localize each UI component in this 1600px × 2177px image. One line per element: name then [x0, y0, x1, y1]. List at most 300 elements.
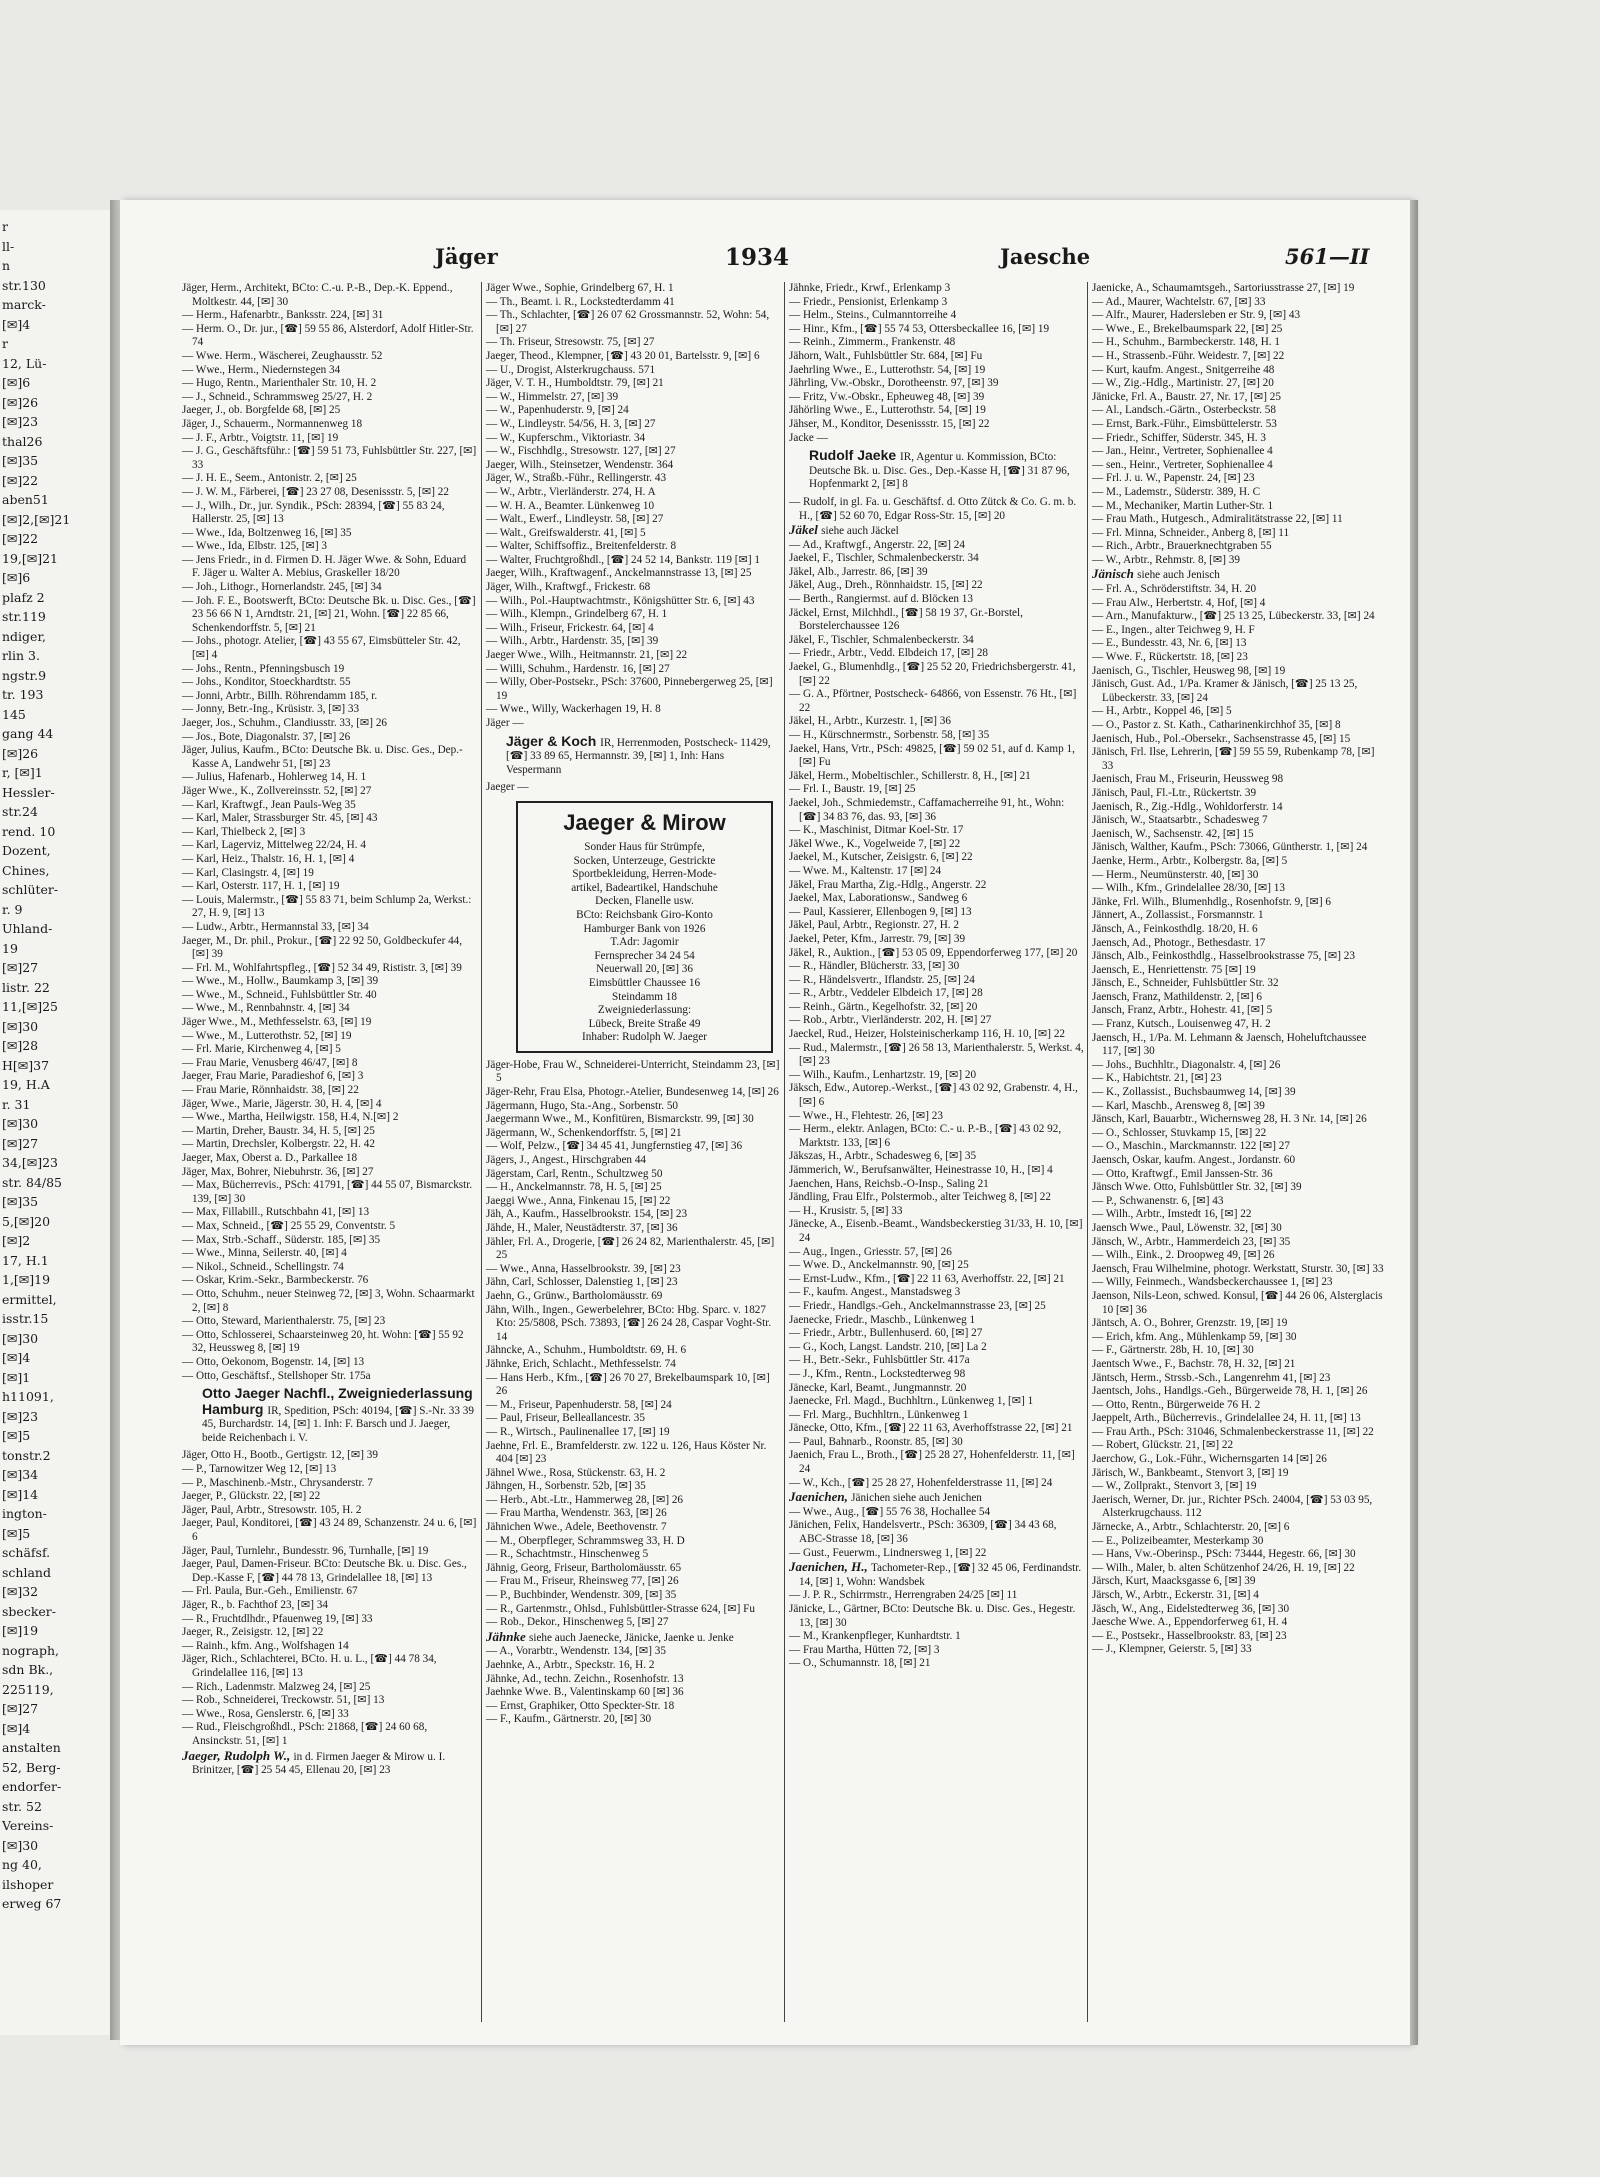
directory-entry: Jäkel, R., Auktion., [☎] 53 05 09, Eppendorferweg 177, [✉] 20	[789, 946, 1078, 959]
directory-entry: — Martin, Dreher, Baustr. 34, H. 5, [✉] 25	[182, 1124, 375, 1137]
directory-entry: Jäger, Herm., Architekt, BCto: C.-u. P.-B., Dep.-K. Eppend., Moltkestr. 44, [✉] 30	[182, 282, 453, 308]
directory-entry: — Erich, kfm. Ang., Mühlenkamp 59, [✉] 30	[1092, 1330, 1297, 1343]
left-page-text: [✉]27	[2, 960, 39, 975]
directory-entry: — Karl, Heiz., Thalstr. 16, H. 1, [✉] 4	[182, 852, 355, 865]
directory-entry: — Al., Landsch.-Gärtn., Osterbeckstr. 58	[1092, 404, 1276, 417]
directory-entry: — W., Papenhuderstr. 9, [✉] 24	[486, 404, 629, 417]
directory-entry: Jaekel, Peter, Kfm., Jarrestr. 79, [✉] 39	[789, 932, 966, 945]
directory-entry: — J. W. M., Färberei, [☎] 23 27 08, Desenissstr. 5, [✉] 22	[182, 485, 449, 498]
directory-entry: — Paul, Bahnarb., Roonstr. 85, [✉] 30	[789, 1435, 963, 1448]
advertisement-line: Lübeck, Breite Straße 49	[588, 1017, 701, 1030]
directory-entry: — Karl, Osterstr. 117, H. 1, [✉] 19	[182, 880, 340, 893]
directory-entry: — Joh. F. E., Bootswerft, BCto: Deutsche Bk. u. Disc. Ges., [☎] 23 56 66 N 1, Arndtstr. 21, [✉] 21, Wohn. [☎] 22 85 66, Schenkendorffstr. 5, [✉] 21	[182, 594, 476, 634]
directory-entry: — Paul, Kassierer, Ellenbogen 9, [✉] 13	[789, 905, 972, 918]
directory-entry: Jaeger, Wilh., Steinsetzer, Wendenstr. 364	[486, 458, 674, 471]
directory-entry: — G. A., Pförtner, Postscheck- 64866, von Essenstr. 76 Ht., [✉] 22	[789, 688, 1077, 714]
directory-entry: Jähnke, Erich, Schlacht., Methfesselstr. 74	[486, 1357, 676, 1370]
directory-entry: — E., Polizeibeamter, Mesterkamp 30	[1092, 1534, 1264, 1547]
advertisement-line: Neuerwall 20, [✉] 36	[596, 963, 693, 976]
entry-details: in d. Firmen Jaeger & Mirow u. I. Brinitzer, [☎] 25 54 45, Ellenau 20, [✉] 23	[192, 1750, 446, 1777]
directory-entry: — Frl. A., Schröderstiftstr. 34, H. 20	[1092, 583, 1257, 596]
directory-entry: — Wwe. M., Kaltenstr. 17 [✉] 24	[789, 864, 942, 877]
directory-entry: — H., Kürschnermstr., Sorbenstr. 58, [✉] 35	[789, 729, 990, 741]
directory-entry: — G., Koch, Langst. Landstr. 210, [✉] La 2	[789, 1340, 987, 1353]
directory-entry: — Hugo, Rentn., Marienthaler Str. 10, H. 2	[182, 377, 377, 390]
directory-entry: Jaeger, P., Glückstr. 22, [✉] 22	[182, 1490, 321, 1503]
entry-details: siehe auch Jäckel	[821, 525, 899, 538]
entry-name: Otto Jaeger Nachfl., Zweigniederlassung Hamburg	[202, 1385, 473, 1417]
entry-details: IR, Spedition, PSch: 40194, [☎] S.-Nr. 33 39 45, Burchardstr. 14, [✉] 1. Inh: F. Barsch und J. Jaeger, beide Reichenbach i. V.	[202, 1404, 474, 1444]
left-page-text: [✉]2,[✉]21	[2, 511, 71, 527]
left-page-text: [✉]27	[2, 1135, 39, 1151]
directory-entry: — Otto, Steward, Marienthalerstr. 75, [✉] 23	[182, 1315, 386, 1328]
left-page-text: schlüter-	[2, 882, 59, 897]
directory-entry: — W., Zollprakt., Stenvort 3, [✉] 19	[1092, 1480, 1257, 1493]
directory-entry: Jaeckel, Rud., Heizer, Holsteinischerkamp 116, H. 10, [✉] 22	[789, 1028, 1066, 1041]
directory-entry: Jaenecke, Friedr., Maschb., Lünkenweg 1	[789, 1313, 976, 1326]
directory-entry: Jäger, V. T. H., Humboldtstr. 79, [✉] 21	[486, 377, 664, 390]
directory-entry: Jänsch, W., Arbtr., Hammerdeich 23, [✉] 35	[1092, 1235, 1291, 1248]
left-page-text: 11,[✉]25	[2, 999, 59, 1014]
directory-entry: — Wwe., M., Hollw., Baumkamp 3, [✉] 39	[182, 975, 379, 988]
directory-entry: — J. F., Arbtr., Voigtstr. 11, [✉] 19	[182, 431, 339, 444]
directory-entry: Jaekel, G., Blumenhdlg., [☎] 25 52 20, Friedrichsbergerstr. 41, [✉] 22	[789, 661, 1076, 687]
directory-entry: — K., Zollassist., Buchsbaumweg 14, [✉] 39	[1092, 1086, 1296, 1099]
directory-entry: — Johs., Rentn., Pfenningsbusch 19	[182, 662, 345, 675]
directory-entry: — Herm. O., Dr. jur., [☎] 59 55 86, Alsterdorf, Adolf Hitler-Str. 74	[182, 322, 474, 349]
directory-entry: — Max, Bücherrevis., PSch: 41791, [☎] 44 55 07, Bismarckstr. 139, [✉] 30	[182, 1179, 473, 1205]
directory-entry: — J. G., Geschäftsführ.: [☎] 59 51 73, Fuhlsbüttler Str. 227, [✉] 33	[182, 445, 477, 471]
left-page-text: str.119	[2, 609, 46, 624]
directory-entry: — J., Wilh., Dr., jur. Syndik., PSch: 28394, [☎] 55 83 24, Hallerstr. 25, [✉] 13	[182, 499, 445, 526]
directory-entry: Jägerstam, Carl, Rentn., Schultzweg 50	[486, 1167, 663, 1180]
directory-entry: — Frau Marie, Rönnhaidstr. 38, [✉] 22	[182, 1084, 359, 1097]
directory-entry: — Max, Strb.-Schaff., Süderstr. 185, [✉] 35	[182, 1233, 381, 1246]
directory-entry: — Frl. Paula, Bur.-Geh., Emilienstr. 67	[182, 1585, 358, 1598]
directory-entry: — Frl. Minna, Schneider., Anberg 8, [✉] 11	[1092, 526, 1290, 539]
directory-entry: — O., Schumannstr. 18, [✉] 21	[789, 1657, 931, 1670]
directory-entry: Jaeger Wwe., Wilh., Heitmannstr. 21, [✉] 22	[486, 649, 688, 662]
left-page-text: isstr.15	[2, 1311, 49, 1326]
advertisement-line: artikel, Badeartikel, Handschuhe	[571, 881, 718, 894]
left-page-text: [✉]4	[2, 1720, 31, 1736]
left-page-text: rlin 3.	[2, 648, 40, 663]
directory-entry: Järnecke, A., Arbtr., Schlachterstr. 20, [✉] 6	[1092, 1521, 1290, 1534]
directory-entry: — Frl. M., Wohlfahrtspfleg., [☎] 52 34 49, Rististr. 3, [✉] 39	[182, 961, 462, 974]
entry-name: Jaenichen, H.,	[789, 1559, 871, 1575]
directory-entry: — Aug., Ingen., Griesstr. 57, [✉] 26	[789, 1245, 952, 1258]
left-page-text: n	[2, 258, 11, 273]
directory-entry: Jäckel, Ernst, Milchhdl., [☎] 58 19 37, Gr.-Borstel, Borstelerchaussee 126	[789, 606, 1023, 633]
directory-entry: Jaenisch, Hub., Pol.-Obersekr., Sachsenstrasse 45, [✉] 15	[1092, 732, 1351, 745]
entry-name: Jähnke	[486, 1628, 529, 1644]
directory-entry: — H., Anckelmannstr. 78, H. 5, [✉] 25	[486, 1181, 662, 1194]
directory-entry: Jaenke, Herm., Arbtr., Kolbergstr. 8a, [✉] 5	[1092, 854, 1288, 867]
left-page-text: ermittel,	[2, 1291, 57, 1307]
directory-entry-highlight	[182, 1749, 477, 1778]
directory-entry: — Willi, Schuhm., Hardenstr. 16, [✉] 27	[486, 662, 670, 675]
directory-entry: — Rud., Malermstr., [☎] 26 58 13, Marienthalerstr. 5, Werkst. 4, [✉] 23	[789, 1041, 1084, 1068]
directory-entry: Jäger, Paul, Arbtr., Stresowstr. 105, H. 2	[182, 1503, 362, 1516]
directory-entry: — Hans Herb., Kfm., [☎] 26 70 27, Brekelbaumspark 10, [✉] 26	[486, 1371, 770, 1398]
left-page-text: thal26	[2, 433, 43, 449]
page-number: 561—II	[1285, 244, 1370, 269]
directory-entry: — Otto, Schuhm., neuer Steinweg 72, [✉] 3, Wohn. Schaarmarkt 2, [✉] 8	[182, 1287, 475, 1314]
directory-entry: — Rob., Dekor., Hinschenweg 5, [✉] 27	[486, 1616, 669, 1629]
directory-entry: Jäger, Rich., Schlachterei, BCto. H. u. L., [☎] 44 78 34, Grindelallee 116, [✉] 13	[182, 1653, 437, 1679]
directory-entry: — Rud., Fleischgroßhdl., PSch: 21868, [☎] 24 60 68, Ansinckstr. 51, [✉] 1	[182, 1721, 428, 1747]
directory-entry: — U., Drogist, Alsterkrugchauss. 571	[486, 363, 656, 376]
directory-entry: — Johs., photogr. Atelier, [☎] 43 55 67, Eimsbütteler Str. 42, [✉] 4	[182, 635, 461, 662]
directory-entry: Jährling, Vw.-Obskr., Dorotheenstr. 97, [✉] 39	[789, 377, 999, 390]
directory-entry: — Wilh., Kaufm., Lenhartzstr. 19, [✉] 20	[789, 1068, 977, 1081]
directory-entry: Jaehnke Wwe. B., Valentinskamp 60 [✉] 36	[486, 1686, 684, 1699]
directory-entry: — Frl. Marg., Buchhltrn., Lünkenweg 1	[789, 1408, 969, 1421]
directory-entry: — Max, Fillabill., Rutschbahn 41, [✉] 13	[182, 1206, 370, 1219]
directory-entry: — Th. Friseur, Stresowstr. 75, [✉] 27	[486, 336, 655, 349]
directory-entry: Jäger —	[486, 717, 524, 729]
directory-entry: — Walt., Ewerf., Lindleystr. 58, [✉] 27	[486, 513, 664, 526]
directory-entry: Jähnel Wwe., Rosa, Stückenstr. 63, H. 2	[486, 1466, 666, 1479]
directory-entry: Jäger, W., Straßb.-Führ., Rellingerstr. 43	[486, 472, 667, 485]
directory-entry: — R., Fruchtdlhdr., Pfauenweg 19, [✉] 33	[182, 1612, 373, 1625]
directory-entry: — Oskar, Krim.-Sekr., Barmbeckerstr. 76	[182, 1274, 369, 1287]
left-page-text: [✉]2	[2, 1233, 31, 1248]
left-page-text: sdn Bk.,	[2, 1662, 54, 1677]
directory-entry: Jaeger, M., Dr. phil., Prokur., [☎] 22 92 50, Goldbeckufer 44, [✉] 39	[182, 934, 463, 961]
directory-entry: Jähler, Frl. A., Drogerie, [☎] 26 24 82, Marienthalerstr. 45, [✉] 25	[486, 1235, 775, 1262]
left-page-text: str.130	[2, 277, 46, 293]
directory-entry: Jäh, A., Kaufm., Hasselbrookstr. 154, [✉] 23	[486, 1208, 688, 1221]
directory-entry: — Joh., Lithogr., Hornerlandstr. 245, [✉] 34	[182, 581, 382, 594]
directory-entry: Jaenisch, W., Sachsenstr. 42, [✉] 15	[1092, 827, 1254, 840]
directory-entry: — M., Friseur, Papenhuderstr. 58, [✉] 24	[486, 1398, 672, 1411]
directory-entry: — Wwe., Rosa, Genslerstr. 6, [✉] 33	[182, 1707, 349, 1720]
left-page-text: 19	[2, 940, 18, 956]
directory-entry: Jänsch, Karl, Bauarbtr., Wichernsweg 28, H. 3 Nr. 14, [✉] 26	[1092, 1113, 1367, 1126]
left-page-text: r. 9	[2, 901, 23, 917]
left-page-text: [✉]22	[2, 472, 39, 488]
directory-entry: — Wwe., M., Schneid., Fuhlsbüttler Str. 40	[182, 988, 377, 1001]
directory-entry: — Karl, Maschb., Arensweg 8, [✉] 39	[1092, 1099, 1265, 1112]
left-page-text: Chines,	[2, 862, 50, 878]
directory-entry: Jaenich, Frau L., Broth., [☎] 25 28 27, Hohenfelderstr. 11, [✉] 24	[789, 1449, 1075, 1476]
directory-entry: — Friedr., Arbtr., Bullenhuserd. 60, [✉] 27	[789, 1327, 983, 1340]
directory-entry: — R., Wirtsch., Paulinenallee 17, [✉] 19	[486, 1425, 670, 1438]
directory-entry: Jänichen, Felix, Handelsvertr., PSch: 36309, [☎] 34 43 68, ABC-Strasse 18, [✉] 36	[789, 1519, 1057, 1546]
directory-entry: Jägermann, Hugo, Sta.-Ang., Sorbenstr. 50	[486, 1099, 679, 1112]
directory-entry: — Th., Schlachter, [☎] 26 07 62 Grossmannstr. 52, Wohn: 54, [✉] 27	[486, 309, 770, 335]
directory-entry: — Otto, Rentn., Bürgerweide 76 H. 2	[1092, 1398, 1261, 1411]
directory-entry: Jaeger, Theod., Klempner, [☎] 43 20 01, Bartelsstr. 9, [✉] 6	[486, 349, 760, 362]
left-page-text: [✉]19	[2, 1623, 39, 1638]
left-page-text: 145	[2, 706, 26, 722]
directory-entry: Jaehn, G., Grünw., Bartholomäusstr. 69	[486, 1289, 663, 1302]
column-4	[1087, 282, 1387, 2022]
directory-entry: Jäkel, Frau Martha, Zig.-Hdlg., Angerstr. 22	[789, 878, 987, 891]
directory-entry: Jänisch, W., Staatsarbtr., Schadesweg 7	[1092, 814, 1268, 827]
directory-entry: — Kurt, kaufm. Angest., Snitgerreihe 48	[1092, 363, 1275, 376]
directory-entry: — Wilh., Maler, b. alten Schützenhof 24/26, H. 19, [✉] 22	[1092, 1561, 1355, 1574]
directory-entry: — O., Pastor z. St. Kath., Catharinenkirchhof 35, [✉] 8	[1092, 719, 1341, 731]
directory-entry: Jänisch, Frl. Ilse, Lehrerin, [☎] 59 55 59, Rubenkamp 78, [✉] 33	[1092, 746, 1375, 772]
directory-entry: — Wwe., Ida, Boltzenweg 16, [✉] 35	[182, 526, 352, 539]
directory-entry: — E., Postsekr., Hasselbrookstr. 83, [✉] 23	[1092, 1629, 1287, 1642]
directory-entry: Jänicke, Frl. A., Baustr. 27, Nr. 17, [✉] 25	[1092, 390, 1281, 403]
directory-entry: — R., Händler, Blücherstr. 33, [✉] 30	[789, 960, 960, 973]
directory-entry: — R., Arbtr., Veddeler Elbdeich 17, [✉] 28	[789, 987, 983, 1000]
directory-entry: — Th., Beamt. i. R., Lockstedterdamm 41	[486, 295, 675, 308]
directory-entry: Järsch, W., Arbtr., Eckerstr. 31, [✉] 4	[1092, 1589, 1259, 1601]
directory-entry: — Wwe., E., Brekelbaumspark 22, [✉] 25	[1092, 322, 1283, 335]
directory-entry: Jaensch, Ad., Photogr., Bethesdastr. 17	[1092, 936, 1266, 949]
directory-entry: — Ernst, Graphiker, Otto Speckter-Str. 18	[486, 1699, 675, 1712]
directory-entry: — R., Gartenmstr., Ohlsd., Fuhlsbüttler-Strasse 624, [✉] Fu	[486, 1602, 755, 1615]
directory-entry: — Nikol., Schneid., Schellingstr. 74	[182, 1260, 344, 1273]
directory-entry: Jäger, Paul, Turnlehr., Bundesstr. 96, Turnhalle, [✉] 19	[182, 1544, 429, 1557]
entry-details: IR, Agentur u. Kommission, BCto: Deutsche Bk. u. Disc. Ges., Dep.-Kasse H, [☎] 31 87 96, Hopfenmarkt 2, [✉] 8	[809, 451, 1070, 491]
directory-entry: — W., Kupferschm., Viktoriastr. 34	[486, 431, 646, 444]
entry-details: siehe auch Jaenecke, Jänicke, Jaenke u. Jenke	[528, 1631, 734, 1644]
directory-entry: — H., Krusistr. 5, [✉] 33	[789, 1204, 903, 1217]
directory-entry: Jähorn, Walt., Fuhlsbüttler Str. 684, [✉] Fu	[789, 349, 983, 362]
page-header	[120, 240, 1410, 280]
entry-details: Jänichen siehe auch Jenichen	[851, 1492, 982, 1505]
directory-entry: Jänsch, A., Feinkosthdlg. 18/20, H. 6	[1092, 922, 1258, 935]
left-page-text: str. 52	[2, 1798, 42, 1814]
directory-entry: — Frl. J. u. W., Papenstr. 24, [✉] 23	[1092, 472, 1255, 485]
directory-entry: — Frl. Marie, Kirchenweg 4, [✉] 5	[182, 1043, 341, 1056]
directory-entry: Jäsch, W., Ang., Eidelstedterweg 36, [✉] 30	[1092, 1602, 1290, 1615]
directory-entry: — Reinh., Zimmerm., Frankenstr. 48	[789, 336, 956, 349]
directory-entry: — Martin, Drechsler, Kolbergstr. 22, H. 42	[182, 1138, 375, 1151]
directory-entry: Jaenchen, Hans, Reichsb.-O-Insp., Saling 21	[789, 1177, 989, 1190]
advertisement-line: T.Adr: Jagomir	[610, 936, 679, 949]
directory-entry: Jäkel, F., Tischler, Schmalenbeckerstr. 34	[789, 633, 974, 646]
left-page-text: rend. 10	[2, 823, 56, 839]
directory-entry: — Jens Friedr., in d. Firmen D. H. Jäger Wwe. & Sohn, Eduard F. Jäger u. Walter A. Mebius, Graskeller 18/20	[182, 553, 467, 580]
directory-entry-highlight	[486, 1630, 781, 1646]
directory-entry: — Wwe., M., Rennbahnstr. 4, [✉] 34	[182, 1002, 350, 1015]
directory-entry-highlight	[182, 1383, 477, 1449]
directory-entry: — Berth., Rangiermst. auf d. Blöcken 13	[789, 593, 973, 606]
directory-entry: — Otto, Kraftwgf., Emil Janssen-Str. 36	[1092, 1167, 1273, 1180]
directory-entry: — Wilh., Eink., 2. Droopweg 49, [✉] 26	[1092, 1249, 1275, 1262]
directory-entry: — J., Kfm., Rentn., Lockstedterweg 98	[789, 1367, 966, 1380]
directory-entry: — Max, Schneid., [☎] 25 55 29, Conventstr. 5	[182, 1219, 396, 1232]
directory-entry: — E., Bundesstr. 43, Nr. 6, [✉] 13	[1092, 637, 1247, 650]
directory-entry: Jähn, Carl, Schlosser, Dalenstieg 1, [✉] 23	[486, 1276, 678, 1289]
directory-entry: Jähnig, Georg, Friseur, Bartholomäusstr. 65	[486, 1561, 682, 1574]
directory-entry: — Karl, Clasingstr. 4, [✉] 19	[182, 866, 314, 879]
directory-entry: Järisch, W., Bankbeamt., Stenvort 3, [✉] 19	[1092, 1466, 1289, 1479]
directory-entry: Jaeger, Jos., Schuhm., Clandiusstr. 33, [✉] 26	[182, 717, 388, 729]
directory-entry: — Helm., Steins., Culmanntorreihe 4	[789, 309, 957, 322]
directory-entry: — Jan., Heinr., Vertreter, Sophienallee 4	[1092, 445, 1273, 458]
directory-entry: — W., Himmelstr. 27, [✉] 39	[486, 390, 619, 403]
directory-entry: — E., Ingen., alter Teichweg 9, H. F	[1092, 623, 1255, 636]
directory-entry: Jähngen, H., Sorbenstr. 52b, [✉] 35	[486, 1480, 646, 1493]
directory-entry: — J. P. R., Schirrmstr., Herrengraben 24/25 [✉] 11	[789, 1589, 1018, 1602]
left-page-text: schland	[2, 1564, 51, 1580]
directory-entry: Jaenicke, A., Schaumamtsgeh., Sartoriusstrasse 27, [✉] 19	[1092, 282, 1355, 294]
left-page-text: str. 84/85	[2, 1174, 63, 1190]
directory-entry: Jaenson, Nils-Leon, schwed. Konsul, [☎] 44 26 06, Alsterglacis 10 [✉] 36	[1092, 1289, 1383, 1316]
directory-entry: Jaekel, F., Tischler, Schmalenbeckerstr. 34	[789, 552, 979, 565]
directory-entry: Jänsch, Alb., Feinkosthdlg., Hasselbrookstrasse 75, [✉] 23	[1092, 950, 1355, 963]
left-page-text: [✉]1	[2, 1369, 31, 1385]
left-page-text: [✉]4	[2, 316, 31, 332]
directory-entry: Jäkel, Herm., Mobeltischler., Schillerstr. 8, H., [✉] 21	[789, 769, 1031, 782]
left-page-text: ng 40,	[2, 1857, 42, 1872]
directory-entry: — Wwe. D., Anckelmannstr. 90, [✉] 25	[789, 1259, 969, 1272]
directory-entry: — Wilh., Friseur, Frickestr. 64, [✉] 4	[486, 621, 654, 634]
directory-entry: Jaekel, Hans, Vrtr., PSch: 49825, [☎] 59 02 51, auf d. Kamp 1, [✉] Fu	[789, 742, 1075, 769]
directory-entry: Jaeppelt, Arth., Bücherrevis., Grindelallee 24, H. 11, [✉] 13	[1092, 1412, 1361, 1425]
directory-entry: Jaenecke, Frl. Magd., Buchhltrn., Lünkenweg 1, [✉] 1	[789, 1395, 1034, 1408]
left-page-text: [✉]28	[2, 1038, 39, 1053]
directory-entry: — Frau Martha, Hütten 72, [✉] 3	[789, 1643, 940, 1656]
directory-entry: — K., Maschinist, Ditmar Koel-Str. 17	[789, 824, 964, 837]
directory-entry: — Wwe., Willy, Wackerhagen 19, H. 8	[486, 703, 661, 716]
directory-entry: Jäntsch, Herm., Strssb.-Sch., Langenrehm 41, [✉] 23	[1092, 1371, 1331, 1384]
directory-entry: Jaekel, Max, Laborationsw., Sandweg 6	[789, 892, 968, 905]
directory-entry: — K., Habichtstr. 21, [✉] 23	[1092, 1072, 1222, 1085]
left-page-text: ington-	[2, 1506, 47, 1521]
left-page-text: [✉]34	[2, 1467, 39, 1482]
directory-entry: — Jonni, Arbtr., Billh. Röhrendamm 185, r.	[182, 689, 378, 702]
entry-name: Jäkel	[789, 522, 822, 538]
directory-entry: — Herm., elektr. Anlagen, BCto: C.- u. P.-B., [☎] 43 02 92, Marktstr. 133, [✉] 6	[789, 1123, 1062, 1149]
directory-entry: Jäkszas, H., Arbtr., Schadesweg 6, [✉] 35	[789, 1150, 977, 1163]
directory-entry: Jaeggi Wwe., Anna, Finkenau 15, [✉] 22	[486, 1194, 671, 1207]
directory-entry: Jaenisch, G., Tischler, Heusweg 98, [✉] 19	[1092, 664, 1286, 677]
directory-entry: — Wwe., Minna, Seilerstr. 40, [✉] 4	[182, 1247, 347, 1260]
directory-entry: Jäger, Wilh., Kraftwgf., Frickestr. 68	[486, 581, 651, 594]
directory-entry-highlight	[789, 523, 1084, 539]
directory-entry: Jäkel, Aug., Dreh., Rönnhaidstr. 15, [✉] 22	[789, 579, 983, 592]
directory-entry: — Rainh., kfm. Ang., Wolfshagen 14	[182, 1639, 349, 1652]
directory-entry: — Wwe., Anna, Hasselbrookstr. 39, [✉] 23	[486, 1262, 681, 1275]
entry-name: Rudolf Jaeke	[809, 447, 901, 464]
left-page-text: [✉]22	[2, 531, 39, 546]
header-first-name: Jäger	[435, 244, 498, 269]
directory-entry: — Wwe., M., Lutterothstr. 52, [✉] 19	[182, 1029, 352, 1042]
directory-entry: Jänisch, Gust. Ad., 1/Pa. Kramer & Jänisch, [☎] 25 13 25, Lübeckerstr. 33, [✉] 24	[1092, 678, 1358, 704]
directory-entry-highlight	[1092, 567, 1387, 583]
left-page-text: [✉]35	[2, 453, 39, 468]
left-page-text: [✉]32	[2, 1584, 39, 1599]
left-page-text: [✉]26	[2, 745, 39, 761]
left-page-text: 34,[✉]23	[2, 1155, 59, 1170]
directory-entry: Jaeger, J., ob. Borgfelde 68, [✉] 25	[182, 404, 341, 417]
directory-entry: — Otto, Geschäftsf., Stellshoper Str. 175a	[182, 1369, 371, 1382]
left-page-text: [✉]26	[2, 394, 39, 410]
directory-entry: Jaeger, Max, Oberst a. D., Parkallee 18	[182, 1152, 358, 1164]
left-page-text: 12, Lü-	[2, 355, 47, 371]
directory-entry: — A., Vorarbtr., Wendenstr. 134, [✉] 35	[486, 1645, 666, 1658]
directory-entry: Jaeger, Wilh., Kraftwagenf., Anckelmannstrasse 13, [✉] 25	[486, 567, 752, 580]
left-page-text: 225119,	[2, 1681, 54, 1697]
entry-name: Jaenichen,	[789, 1489, 852, 1505]
directory-entry: Järsch, Kurt, Maacksgasse 6, [✉] 39	[1092, 1575, 1256, 1588]
directory-entry: Jähn, Wilh., Ingen., Gewerbelehrer, BCto: Hbg. Sparc. v. 1827 Kto: 25/5808, PSch. 73893, [☎] 26 24 28, Caspar Voght-Str. 14	[486, 1303, 772, 1343]
left-page-text: h11091,	[2, 1389, 54, 1404]
directory-entry: — M., Lademstr., Süderstr. 389, H. C	[1092, 485, 1261, 498]
left-page-text: r	[2, 219, 8, 234]
directory-entry: — Franz, Kutsch., Louisenweg 47, H. 2	[1092, 1018, 1271, 1031]
left-page-text: schäfsf.	[2, 1545, 51, 1560]
directory-entry: — Walter, Schiffsoffiz., Breitenfelderstr. 8	[486, 540, 677, 553]
directory-entry: — W. H. A., Beamter. Lünkenweg 10	[486, 499, 655, 512]
directory-entry: — Arn., Manufakturw., [☎] 25 13 25, Lübeckerstr. 33, [✉] 24	[1092, 610, 1375, 623]
directory-entry: Jänisch, Paul, Fl.-Ltr., Rückertstr. 39	[1092, 786, 1257, 799]
directory-entry: — P., Tarnowitzer Weg 12, [✉] 13	[182, 1463, 337, 1476]
directory-entry: Jäkel, H., Arbtr., Kurzestr. 1, [✉] 36	[789, 715, 951, 728]
directory-entry: — Rob., Arbtr., Vierländerstr. 202, H. [✉] 27	[789, 1014, 992, 1027]
directory-entry: — Wwe., Aug., [☎] 55 76 38, Hochallee 54	[789, 1505, 991, 1518]
left-page-text: 19, H.A	[2, 1077, 50, 1092]
directory-entry: — Herm., Hafenarbtr., Banksstr. 224, [✉] 31	[182, 309, 384, 322]
directory-entry: Jaekel, M., Kutscher, Zeisigstr. 6, [✉] 22	[789, 851, 973, 864]
entry-name: Jäger & Koch	[506, 732, 601, 749]
header-last-name: Jaesche	[1000, 244, 1091, 269]
left-page-text: [✉]35	[2, 1194, 39, 1209]
directory-entry: Jänicke, L., Gärtner, BCto: Deutsche Bk. u. Disc. Ges., Hegestr. 13, [✉] 30	[789, 1603, 1076, 1629]
directory-entry: Jänecke, Karl, Beamt., Jungmannstr. 20	[789, 1381, 967, 1394]
directory-entry: Jänecke, Otto, Kfm., [☎] 22 11 63, Averhoffstrasse 22, [✉] 21	[789, 1422, 1073, 1435]
directory-entry: — Rudolf, in gl. Fa. u. Geschäftsf. d. Otto Zütck & Co. G. m. b. H., [☎] 52 60 70, Edgar Ross-Str. 15, [✉] 20	[789, 495, 1077, 522]
directory-entry: — Wwe., Herm., Niedernstegen 34	[182, 363, 341, 376]
directory-entry: Jaensch, Franz, Mathildenstr. 2, [✉] 6	[1092, 990, 1263, 1003]
directory-entry: — M., Mechaniker, Martin Luther-Str. 1	[1092, 499, 1274, 512]
directory-entry-highlight	[789, 1490, 1084, 1506]
directory-entry: — Frau Arth., PSch: 31046, Schmalenbeckerstrasse 11, [✉] 22	[1092, 1425, 1374, 1438]
directory-entry: — Otto, Oekonom, Bogenstr. 14, [✉] 13	[182, 1355, 365, 1368]
directory-entry: — Jonny, Betr.-Ing., Krüsistr. 3, [✉] 33	[182, 703, 360, 716]
directory-entry: Jägers, J., Angest., Hirschgraben 44	[486, 1154, 647, 1167]
directory-entry: — F., Gärtnerstr. 28b, H. 10, [✉] 30	[1092, 1344, 1254, 1357]
advertisement-line: Zweigniederlassung:	[597, 1004, 692, 1017]
left-page-text: 17, H.1	[2, 1252, 49, 1268]
directory-entry: — Alfr., Maurer, Hadersleben er Str. 9, [✉] 43	[1092, 309, 1301, 322]
directory-entry: Jänsch, E., Schneider, Fuhlsbüttler Str. 32	[1092, 977, 1279, 990]
directory-entry: Jähnke, Friedr., Krwf., Erlenkamp 3	[789, 282, 951, 294]
directory-entry: Jäger-Rehr, Frau Elsa, Photogr.-Atelier, Bundesenweg 14, [✉] 26	[486, 1086, 779, 1099]
directory-entry: — Wwe. F., Rückertstr. 18, [✉] 23	[1092, 651, 1248, 664]
directory-entry: Jaensch, Frau Wilhelmine, photogr. Werkstatt, Sturstr. 30, [✉] 33	[1092, 1262, 1384, 1275]
directory-entry: — Gust., Feuerwm., Lindnersweg 1, [✉] 22	[789, 1546, 987, 1559]
directory-entry: — Karl, Lagerviz, Mittelweg 22/24, H. 4	[182, 839, 366, 852]
directory-entry: — Paul, Friseur, Belleallancestr. 35	[486, 1412, 645, 1425]
directory-entry: Jäger, Wwe., Marie, Jägerstr. 30, H. 4, [✉] 4	[182, 1097, 382, 1110]
directory-entry: — J. H. E., Seem., Antonistr. 2, [✉] 25	[182, 472, 357, 485]
directory-entry: — Herm., Neumünsterstr. 40, [✉] 30	[1092, 868, 1259, 881]
left-page-text: aben51	[2, 492, 49, 507]
directory-entry: Jäger, J., Schauerm., Normannenweg 18	[182, 417, 363, 430]
advertisement-line: BCto: Reichsbank Giro-Konto	[576, 908, 713, 921]
advertisement-title: Jaeger & Mirow	[563, 809, 726, 835]
directory-entry: Jändling, Frau Elfr., Polstermob., alter Teichweg 8, [✉] 22	[789, 1191, 1051, 1204]
column-2	[481, 282, 781, 2022]
left-page-text: ngstr.9	[2, 667, 47, 683]
left-page-text: [✉]6	[2, 375, 31, 390]
directory-entry: Jaensch, H., 1/Pa. M. Lehmann & Jaensch, Hoheluftchaussee 117, [✉] 30	[1092, 1031, 1367, 1058]
directory-page	[120, 200, 1410, 2045]
directory-entry: — Johs., Konditor, Stoeckhardtstr. 55	[182, 676, 351, 689]
directory-entry: — Rob., Schneiderei, Treckowstr. 51, [✉] 13	[182, 1694, 385, 1707]
advertisement-line: Decken, Flanelle usw.	[595, 895, 694, 908]
